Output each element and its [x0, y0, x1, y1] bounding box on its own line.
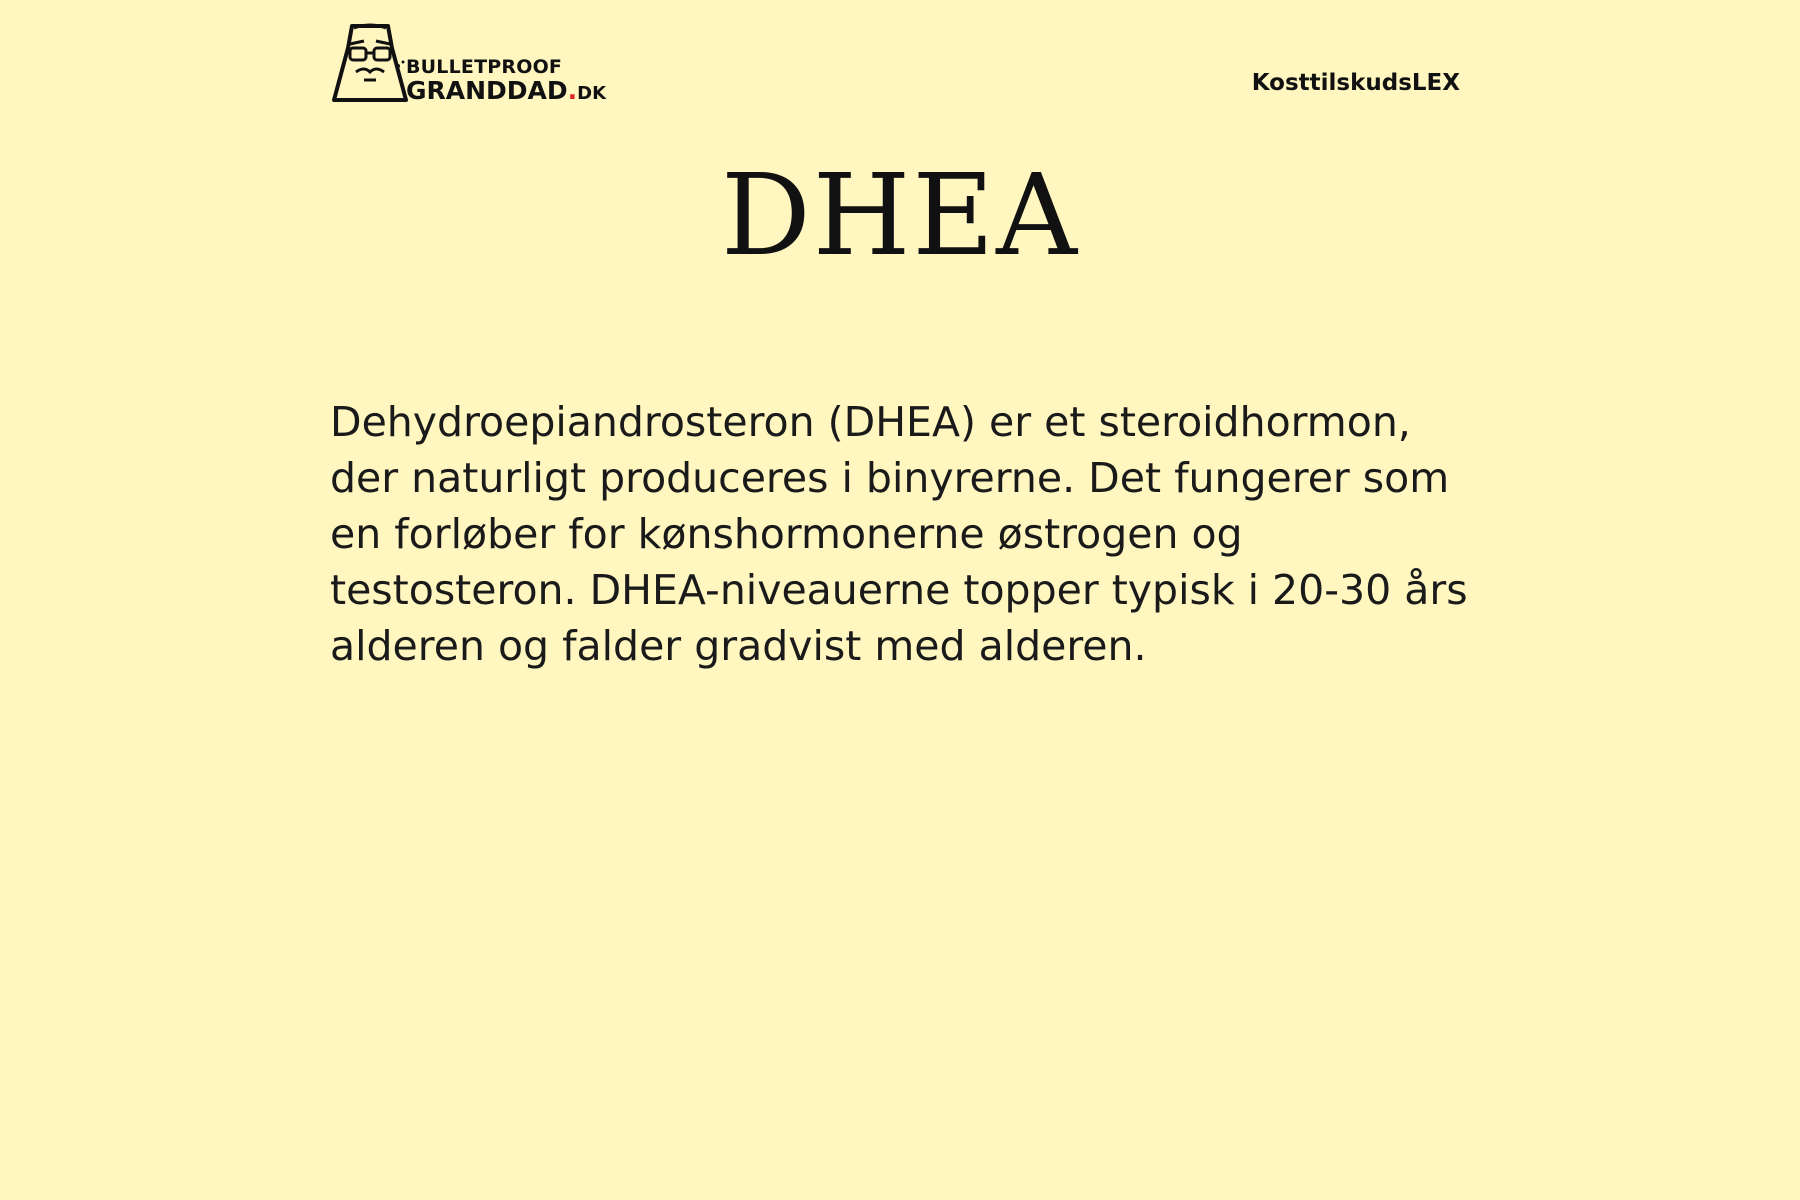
article-body: Dehydroepiandrosteron (DHEA) er et steroidhormon, der naturligt produceres i binyrerne. Det fungerer som en forløber for kønshormonerne østrogen og testosteron. DHEA-niveauerne topper typisk i 20-30 års alderen og falder gradvist med alderen. [330, 398, 1468, 670]
logo-dot: . [567, 76, 578, 105]
logo-line2 [406, 78, 606, 103]
site-logo-link[interactable] [330, 22, 630, 108]
granddad-face-icon [330, 22, 410, 104]
logo-wordmark [406, 58, 606, 103]
page-title: DHEA [720, 151, 1080, 281]
site-header [330, 22, 1460, 108]
logo-line1: BULLETPROOF [406, 56, 563, 78]
nav-link-kosttilskudslex[interactable]: KosttilskudsLEX [1251, 70, 1460, 96]
logo-suffix: DK [577, 83, 607, 104]
logo-line2-main: GRANDDAD [406, 76, 568, 105]
